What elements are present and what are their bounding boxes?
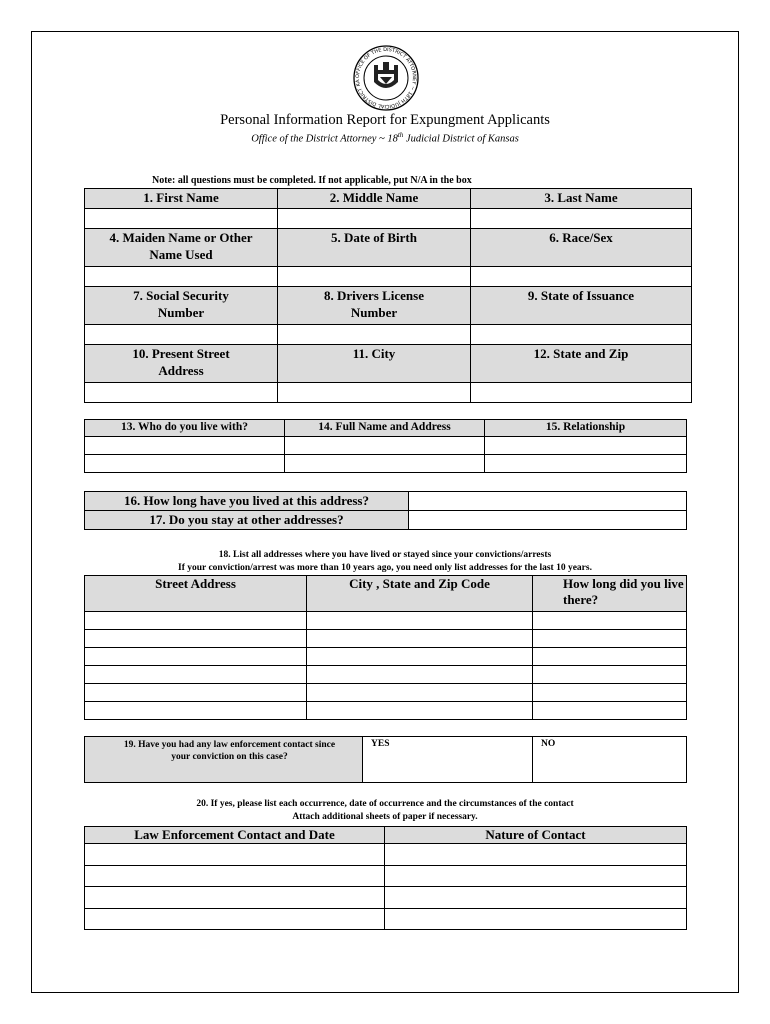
address-cell[interactable] xyxy=(85,648,307,666)
other-addresses-field[interactable] xyxy=(409,511,687,530)
address-cell[interactable] xyxy=(85,684,307,702)
drivers-license-field[interactable] xyxy=(278,325,471,345)
no-option[interactable]: NO xyxy=(533,737,687,783)
race-sex-label: 6. Race/Sex xyxy=(471,229,692,267)
contact-cell[interactable] xyxy=(85,844,385,866)
full-name-address-field[interactable] xyxy=(285,437,485,455)
how-long-field[interactable] xyxy=(409,492,687,511)
nature-cell[interactable] xyxy=(385,844,687,866)
city-cell[interactable] xyxy=(307,630,533,648)
form-subtitle: Office of the District Attorney ~ 18th Judicial District of Kansas xyxy=(251,131,519,145)
full-name-address-label: 14. Full Name and Address xyxy=(285,420,485,437)
duration-cell[interactable] xyxy=(533,666,687,684)
yes-option[interactable]: YES xyxy=(363,737,533,783)
instructions-note: Note: all questions must be completed. If not applicable, put N/A in the box xyxy=(152,175,472,186)
street-address-header: Street Address xyxy=(85,576,307,612)
nature-header: Nature of Contact xyxy=(385,827,687,844)
personal-info-table xyxy=(84,188,692,403)
duration-cell[interactable] xyxy=(533,684,687,702)
who-live-with-field[interactable] xyxy=(85,455,285,473)
residence-table xyxy=(84,491,687,530)
section-18-instructions: 18. List all addresses where you have lived or stayed since your convictions/arrests If your conviction/arrest was more than 10 years ago, you need only list addresses for the last 10 years. xyxy=(178,550,592,573)
city-cell[interactable] xyxy=(307,648,533,666)
street-address-field[interactable] xyxy=(85,383,278,403)
ssn-field[interactable] xyxy=(85,325,278,345)
address-cell[interactable] xyxy=(85,612,307,630)
maiden-name-field[interactable] xyxy=(85,267,278,287)
city-state-zip-header: City , State and Zip Code xyxy=(307,576,533,612)
middle-name-label: 2. Middle Name xyxy=(278,189,471,209)
section-20-instructions: 20. If yes, please list each occurrence, date of occurrence and the circumstances of the contact Attach additional sheets of paper if necessary. xyxy=(196,799,574,822)
street-address-label: 10. Present Street Address xyxy=(85,345,278,383)
state-zip-label: 12. State and Zip xyxy=(471,345,692,383)
city-cell[interactable] xyxy=(307,612,533,630)
last-name-field[interactable] xyxy=(471,209,692,229)
address-history-table xyxy=(84,575,687,720)
law-enforcement-question: 19. Have you had any law enforcement contact since your conviction on this case? xyxy=(85,737,363,783)
city-cell[interactable] xyxy=(307,666,533,684)
household-table xyxy=(84,419,687,473)
who-live-with-field[interactable] xyxy=(85,437,285,455)
last-name-label: 3. Last Name xyxy=(471,189,692,209)
contact-cell[interactable] xyxy=(85,866,385,887)
how-long-label: 16. How long have you lived at this address? xyxy=(85,492,409,511)
maiden-name-label: 4. Maiden Name or Other Name Used xyxy=(85,229,278,267)
contact-cell[interactable] xyxy=(85,887,385,909)
other-addresses-label: 17. Do you stay at other addresses? xyxy=(85,511,409,530)
address-cell[interactable] xyxy=(85,702,307,720)
state-issuance-field[interactable] xyxy=(471,325,692,345)
nature-cell[interactable] xyxy=(385,887,687,909)
svg-text:OFFICE OF THE DISTRICT ATTORNE: OFFICE OF THE DISTRICT ATTORNEY ~ 18TH JUDICIAL DISTRICT KA xyxy=(354,46,418,110)
race-sex-field[interactable] xyxy=(471,267,692,287)
address-cell[interactable] xyxy=(85,630,307,648)
state-zip-field[interactable] xyxy=(471,383,692,403)
district-attorney-seal-icon xyxy=(352,44,420,112)
duration-cell[interactable] xyxy=(533,612,687,630)
duration-cell[interactable] xyxy=(533,630,687,648)
state-issuance-label: 9. State of Issuance xyxy=(471,287,692,325)
nature-cell[interactable] xyxy=(385,909,687,930)
address-cell[interactable] xyxy=(85,666,307,684)
contact-cell[interactable] xyxy=(85,909,385,930)
form-title: Personal Information Report for Expungment Applicants xyxy=(220,112,550,128)
contacts-table xyxy=(84,826,687,930)
relationship-field[interactable] xyxy=(485,455,687,473)
duration-cell[interactable] xyxy=(533,648,687,666)
duration-cell[interactable] xyxy=(533,702,687,720)
middle-name-field[interactable] xyxy=(278,209,471,229)
drivers-license-label: 8. Drivers License Number xyxy=(278,287,471,325)
dob-field[interactable] xyxy=(278,267,471,287)
city-cell[interactable] xyxy=(307,684,533,702)
relationship-field[interactable] xyxy=(485,437,687,455)
city-label: 11. City xyxy=(278,345,471,383)
full-name-address-field[interactable] xyxy=(285,455,485,473)
ssn-label: 7. Social Security Number xyxy=(85,287,278,325)
relationship-label: 15. Relationship xyxy=(485,420,687,437)
dob-label: 5. Date of Birth xyxy=(278,229,471,267)
first-name-label: 1. First Name xyxy=(85,189,278,209)
how-long-header: How long did you live there? xyxy=(533,576,687,612)
city-field[interactable] xyxy=(278,383,471,403)
contact-date-header: Law Enforcement Contact and Date xyxy=(85,827,385,844)
who-live-with-label: 13. Who do you live with? xyxy=(85,420,285,437)
first-name-field[interactable] xyxy=(85,209,278,229)
city-cell[interactable] xyxy=(307,702,533,720)
law-enforcement-question-table xyxy=(84,736,687,783)
nature-cell[interactable] xyxy=(385,866,687,887)
